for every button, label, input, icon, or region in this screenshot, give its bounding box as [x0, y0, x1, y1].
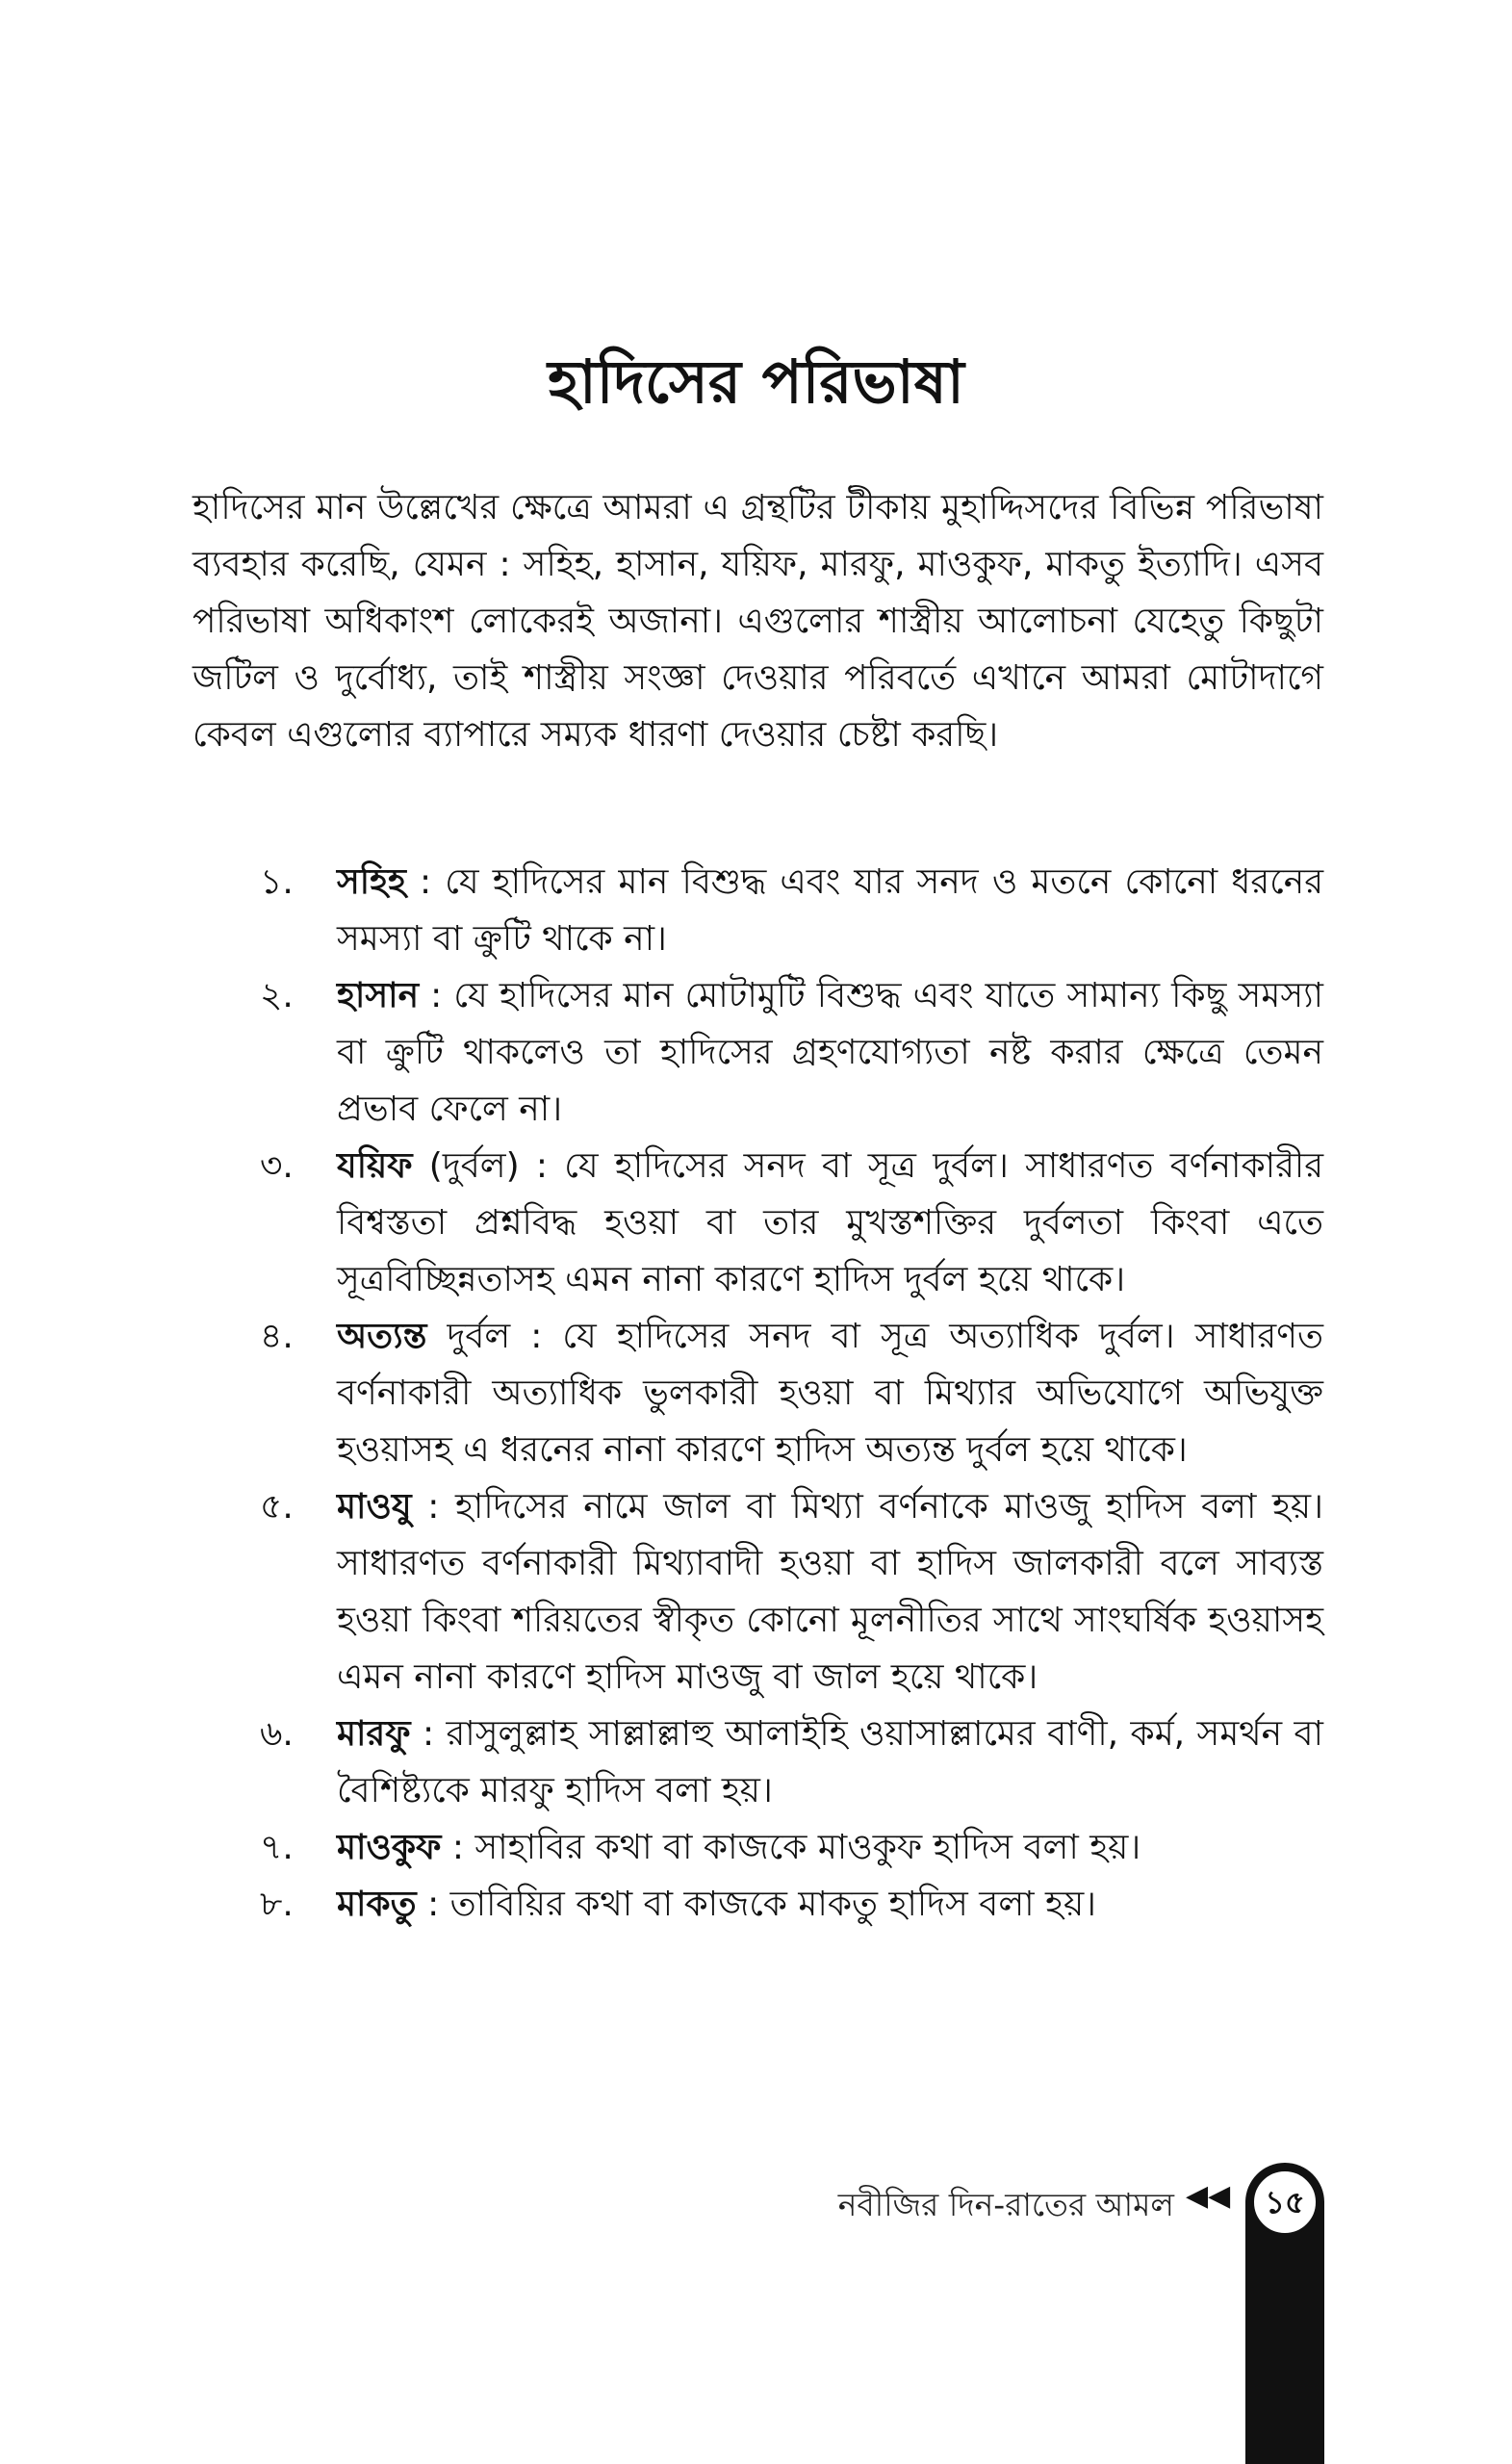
term-item — [260, 1819, 1323, 1876]
page-title: হাদিসের পরিভাষা — [548, 346, 964, 417]
double-arrow-left-icon: ◀◀ — [1186, 2179, 1231, 2213]
intro-paragraph: হাদিসের মান উল্লেখের ক্ষেত্রে আমরা এ গ্রন্থটির টীকায় মুহাদ্দিসদের বিভিন্ন পরিভাষা ব্যবহার করেছি, যেমন : সহিহ, হাসান, যয়িফ, মারফু, মাওকুফ, মাকতু ইত্যাদি। এসব পরিভাষা অধিকাংশ লোকেরই অজানা। এগুলোর শাস্ত্রীয় আলোচনা যেহেতু কিছুটা জটিল ও দুর্বোধ্য, তাই শাস্ত্রীয় সংজ্ঞা দেওয়ার পরিবর্তে এখানে আমরা মোটাদাগে কেবল এগুলোর ব্যাপারে সম্যক ধারণা দেওয়ার চেষ্টা করছি। — [192, 488, 1323, 755]
term-definition: : সাহাবির কথা বা কাজকে মাওকুফ হাদিস বলা হয়। — [441, 1828, 1141, 1867]
term-definition: দুর্বল : যে হাদিসের সনদ বা সূত্র অত্যাধিক দুর্বল। সাধারণত বর্ণনাকারী অত্যাধিক ভুলকারী হওয়া বা মিথ্যার অভিযোগে অভিযুক্ত হওয়াসহ এ ধরনের নানা কারণে হাদিস অত্যন্ত দুর্বল হয়ে থাকে। — [337, 1317, 1323, 1470]
term-name: অত্যন্ত — [337, 1317, 427, 1356]
term-number: ১. — [260, 862, 294, 902]
page-number: ১৫ — [1251, 2169, 1319, 2236]
term-name: মাওযু — [337, 1487, 412, 1527]
terms-list — [260, 854, 1323, 1933]
term-definition: : যে হাদিসের মান বিশুদ্ধ এবং যার সনদ ও মতনে কোনো ধরনের সমস্যা বা ক্রুটি থাকে না। — [337, 862, 1323, 959]
term-item — [260, 1308, 1323, 1478]
term-item — [260, 1706, 1323, 1819]
term-definition: : তাবিয়ির কথা বা কাজকে মাকতু হাদিস বলা হয়। — [416, 1885, 1097, 1924]
term-definition: : যে হাদিসের মান মোটামুটি বিশুদ্ধ এবং যাতে সামান্য কিছু সমস্যা বা ক্রুটি থাকলেও তা হাদিসের গ্রহণযোগ্যতা নষ্ট করার ক্ষেত্রে তেমন প্রভাব ফেলে না। — [337, 976, 1323, 1129]
term-item — [260, 1876, 1323, 1933]
term-number: ৬. — [260, 1714, 294, 1754]
term-definition: (দুর্বল) : যে হাদিসের সনদ বা সূত্র দুর্বল। সাধারণত বর্ণনাকারীর বিশ্বস্ততা প্রশ্নবিদ্ধ হওয়া বা তার মুখস্তশক্তির দুর্বলতা কিংবা এতে সূত্রবিচ্ছিন্নতাসহ এমন নানা কারণে হাদিস দুর্বল হয়ে থাকে। — [337, 1146, 1323, 1299]
term-number: ২. — [260, 976, 294, 1015]
book-title: নবীজির দিন-রাতের আমল — [837, 2186, 1174, 2223]
term-number: ৭. — [260, 1828, 294, 1867]
term-definition: : রাসুলুল্লাহ সাল্লাল্লাহু আলাইহি ওয়াসাল্লামের বাণী, কর্ম, সমর্থন বা বৈশিষ্ট্যকে মারফু হাদিস বলা হয়। — [337, 1714, 1323, 1810]
term-name: মারফু — [337, 1714, 411, 1754]
term-name: হাসান — [337, 976, 420, 1015]
term-item — [260, 1138, 1323, 1308]
term-item — [260, 854, 1323, 967]
term-number: ৮. — [260, 1885, 294, 1924]
term-number: ৫. — [260, 1487, 294, 1527]
term-name: সহিহ — [337, 862, 406, 902]
term-name: যয়িফ — [337, 1146, 413, 1186]
term-item — [260, 1478, 1323, 1706]
term-definition: : হাদিসের নামে জাল বা মিথ্যা বর্ণনাকে মাওজু হাদিস বলা হয়। সাধারণত বর্ণনাকারী মিথ্যাবাদী হওয়া বা হাদিস জালকারী বলে সাব্যস্ত হওয়া কিংবা শরিয়তের স্বীকৃত কোনো মূলনীতির সাথে সাংঘর্ষিক হওয়াসহ এমন নানা কারণে হাদিস মাওজু বা জাল হয়ে থাকে। — [337, 1487, 1323, 1697]
term-name: মাকতু — [337, 1885, 417, 1924]
term-number: ৩. — [260, 1146, 294, 1186]
term-item — [260, 967, 1323, 1138]
term-name: মাওকুফ — [337, 1828, 442, 1867]
term-number: ৪. — [260, 1317, 294, 1356]
